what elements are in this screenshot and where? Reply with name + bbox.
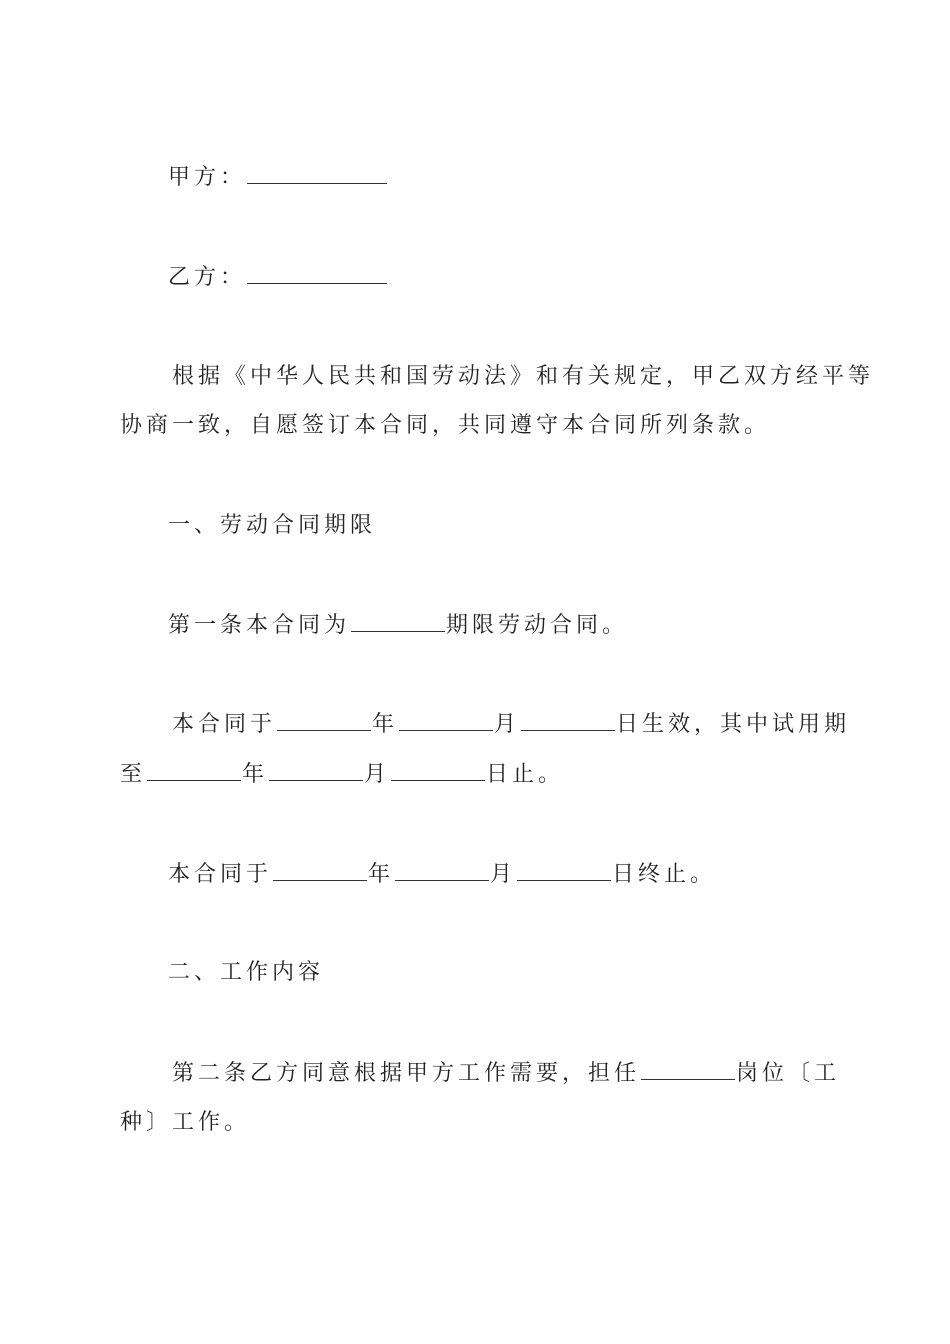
article-1-text: 第一条本合同为 <box>168 613 351 638</box>
effective-prefix: 本合同于 <box>172 712 277 737</box>
contract-type-blank[interactable] <box>351 611 445 632</box>
termination-prefix: 本合同于 <box>168 862 273 887</box>
effective-year-blank[interactable] <box>277 710 371 731</box>
effective-line-2 <box>120 760 840 790</box>
probation-month-label: 月 <box>364 762 391 787</box>
termination-year-label: 年 <box>368 862 395 887</box>
article-1-tail: 期限劳动合同。 <box>446 613 629 638</box>
article-1 <box>168 611 888 641</box>
probation-year-label: 年 <box>242 762 269 787</box>
party-b-line <box>168 263 888 293</box>
termination-month-blank[interactable] <box>395 860 489 881</box>
effective-day-blank[interactable] <box>521 710 615 731</box>
termination-year-blank[interactable] <box>273 860 367 881</box>
party-b-label: 乙方： <box>168 265 247 290</box>
termination-month-label: 月 <box>490 862 517 887</box>
effective-line-1 <box>172 710 892 740</box>
probation-prefix: 至 <box>120 762 147 787</box>
probation-day-blank[interactable] <box>391 760 485 781</box>
effective-suffix: 日生效，其中试用期 <box>616 712 851 737</box>
intro-line-1: 根据《中华人民共和国劳动法》和有关规定，甲乙双方经平等 <box>172 364 875 389</box>
party-a-label: 甲方： <box>168 165 247 190</box>
effective-month-label: 月 <box>494 712 521 737</box>
effective-year-label: 年 <box>372 712 399 737</box>
probation-year-blank[interactable] <box>147 760 241 781</box>
termination-suffix: 日终止。 <box>612 862 717 887</box>
article-2-text: 第二条乙方同意根据甲方工作需要，担任 <box>172 1061 641 1086</box>
probation-suffix: 日止。 <box>486 762 565 787</box>
party-a-blank[interactable] <box>247 163 387 184</box>
article-2-line-1 <box>172 1059 892 1089</box>
article-2-line-2: 种〕工作。 <box>120 1110 251 1135</box>
section-2-title: 二、工作内容 <box>168 960 325 985</box>
party-b-blank[interactable] <box>247 263 387 284</box>
position-blank[interactable] <box>641 1059 735 1080</box>
party-a-line <box>168 163 888 193</box>
intro-line-2: 协商一致，自愿签订本合同，共同遵守本合同所列条款。 <box>120 413 771 438</box>
effective-month-blank[interactable] <box>399 710 493 731</box>
termination-line <box>168 860 888 890</box>
article-2-tail: 岗位〔工 <box>736 1061 841 1086</box>
probation-month-blank[interactable] <box>269 760 363 781</box>
termination-day-blank[interactable] <box>517 860 611 881</box>
section-1-title: 一、劳动合同期限 <box>168 513 377 538</box>
